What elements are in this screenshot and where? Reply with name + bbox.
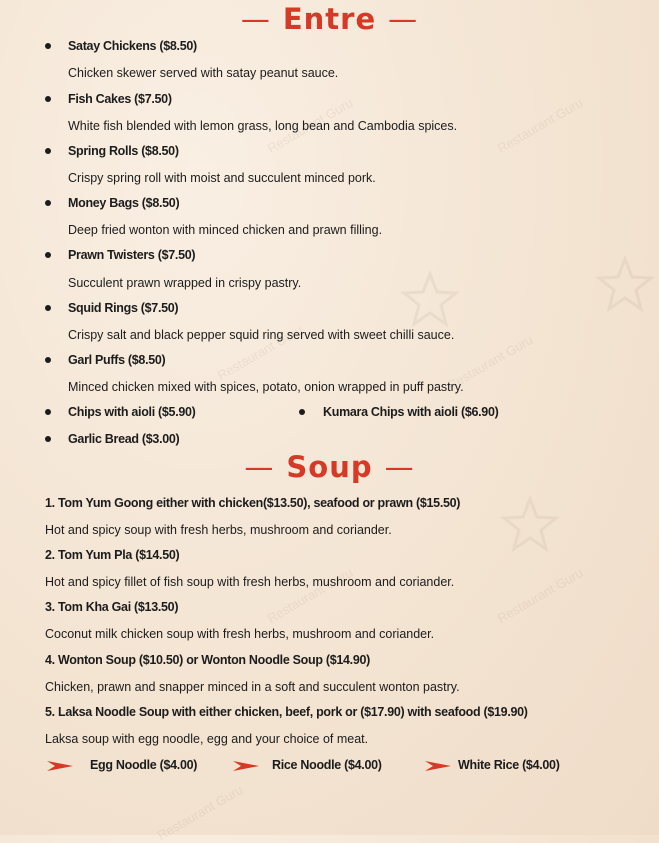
entre-heading: — Entre — xyxy=(240,2,419,36)
watermark-text: Restaurant Guru xyxy=(214,321,306,384)
watermark-star-icon xyxy=(595,255,655,315)
soup-item-desc: Laksa soup with egg noodle, egg and your choice of meat. xyxy=(45,732,369,746)
soup-item-name: 4. Wonton Soup ($10.50) or Wonton Noodle Soup ($14.90) xyxy=(45,653,371,667)
entre-item-desc: Succulent prawn wrapped in crispy pastry. xyxy=(68,276,302,290)
entre-item-desc: Crispy salt and black pepper squid ring served with sweet chilli sauce. xyxy=(68,328,455,342)
bullet-icon xyxy=(299,409,305,415)
arrow-icon xyxy=(425,760,451,772)
bullet-icon xyxy=(45,43,51,49)
soup-item-desc: Chicken, prawn and snapper minced in a soft and succulent wonton pastry. xyxy=(45,680,460,694)
bullet-icon xyxy=(45,436,51,442)
watermark-text: Restaurant Guru xyxy=(494,564,586,627)
entre-item-desc: Chicken skewer served with satay peanut sauce. xyxy=(68,66,339,80)
entre-item-name: Spring Rolls ($8.50) xyxy=(68,144,179,158)
entre-item-desc: Minced chicken mixed with spices, potato, onion wrapped in puff pastry. xyxy=(68,380,464,394)
soup-heading: — Soup — xyxy=(244,450,415,484)
entre-item-name: Satay Chickens ($8.50) xyxy=(68,39,197,53)
entre-item-name: Prawn Twisters ($7.50) xyxy=(68,248,196,262)
soup-item-name: 2. Tom Yum Pla ($14.50) xyxy=(45,548,180,562)
arrow-icon xyxy=(233,760,259,772)
watermark-text: Restaurant Guru xyxy=(494,94,586,157)
soup-item-desc: Hot and spicy fillet of fish soup with fresh herbs, mushroom and coriander. xyxy=(45,575,455,589)
entre-item-desc: White fish blended with lemon grass, long bean and Cambodia spices. xyxy=(68,119,458,133)
bullet-icon xyxy=(45,200,51,206)
soup-item-name: 1. Tom Yum Goong either with chicken($13.50), seafood or prawn ($15.50) xyxy=(45,496,461,510)
entre-item-name: Money Bags ($8.50) xyxy=(68,196,180,210)
entre-item-desc: Crispy spring roll with moist and succulent minced pork. xyxy=(68,171,376,185)
entre-title: Entre xyxy=(282,2,377,36)
bullet-icon xyxy=(45,409,51,415)
garlic-bread-item: Garlic Bread ($3.00) xyxy=(68,432,180,446)
side-rice-noodle: Rice Noodle ($4.00) xyxy=(272,758,382,772)
watermark-text: Restaurant Guru xyxy=(154,781,246,843)
soup-item-desc: Coconut milk chicken soup with fresh herbs, mushroom and coriander. xyxy=(45,627,435,641)
watermark-text: Restaurant Guru xyxy=(444,331,536,394)
bullet-icon xyxy=(45,148,51,154)
bullet-icon xyxy=(45,96,51,102)
soup-item-desc: Hot and spicy soup with fresh herbs, mushroom and coriander. xyxy=(45,523,392,537)
chips-item: Chips with aioli ($5.90) xyxy=(68,405,196,419)
watermark-text: Restaurant Guru xyxy=(264,94,356,157)
bullet-icon xyxy=(45,305,51,311)
soup-item-name: 5. Laksa Noodle Soup with either chicken, beef, pork or ($17.90) with seafood ($19.90) xyxy=(45,705,528,719)
side-egg-noodle: Egg Noodle ($4.00) xyxy=(90,758,198,772)
bullet-icon xyxy=(45,252,51,258)
soup-item-name: 3. Tom Kha Gai ($13.50) xyxy=(45,600,179,614)
kumara-chips-item: Kumara Chips with aioli ($6.90) xyxy=(323,405,499,419)
side-white-rice: White Rice ($4.00) xyxy=(458,758,560,772)
entre-item-name: Fish Cakes ($7.50) xyxy=(68,92,172,106)
watermark-text: Restaurant Guru xyxy=(264,564,356,627)
arrow-icon xyxy=(47,760,73,772)
bullet-icon xyxy=(45,357,51,363)
entre-item-desc: Deep fried wonton with minced chicken and prawn filling. xyxy=(68,223,383,237)
watermark-star-icon xyxy=(400,270,460,330)
watermark-star-icon xyxy=(500,495,560,555)
entre-item-name: Squid Rings ($7.50) xyxy=(68,301,179,315)
entre-item-name: Garl Puffs ($8.50) xyxy=(68,353,166,367)
soup-title: Soup xyxy=(286,450,373,484)
